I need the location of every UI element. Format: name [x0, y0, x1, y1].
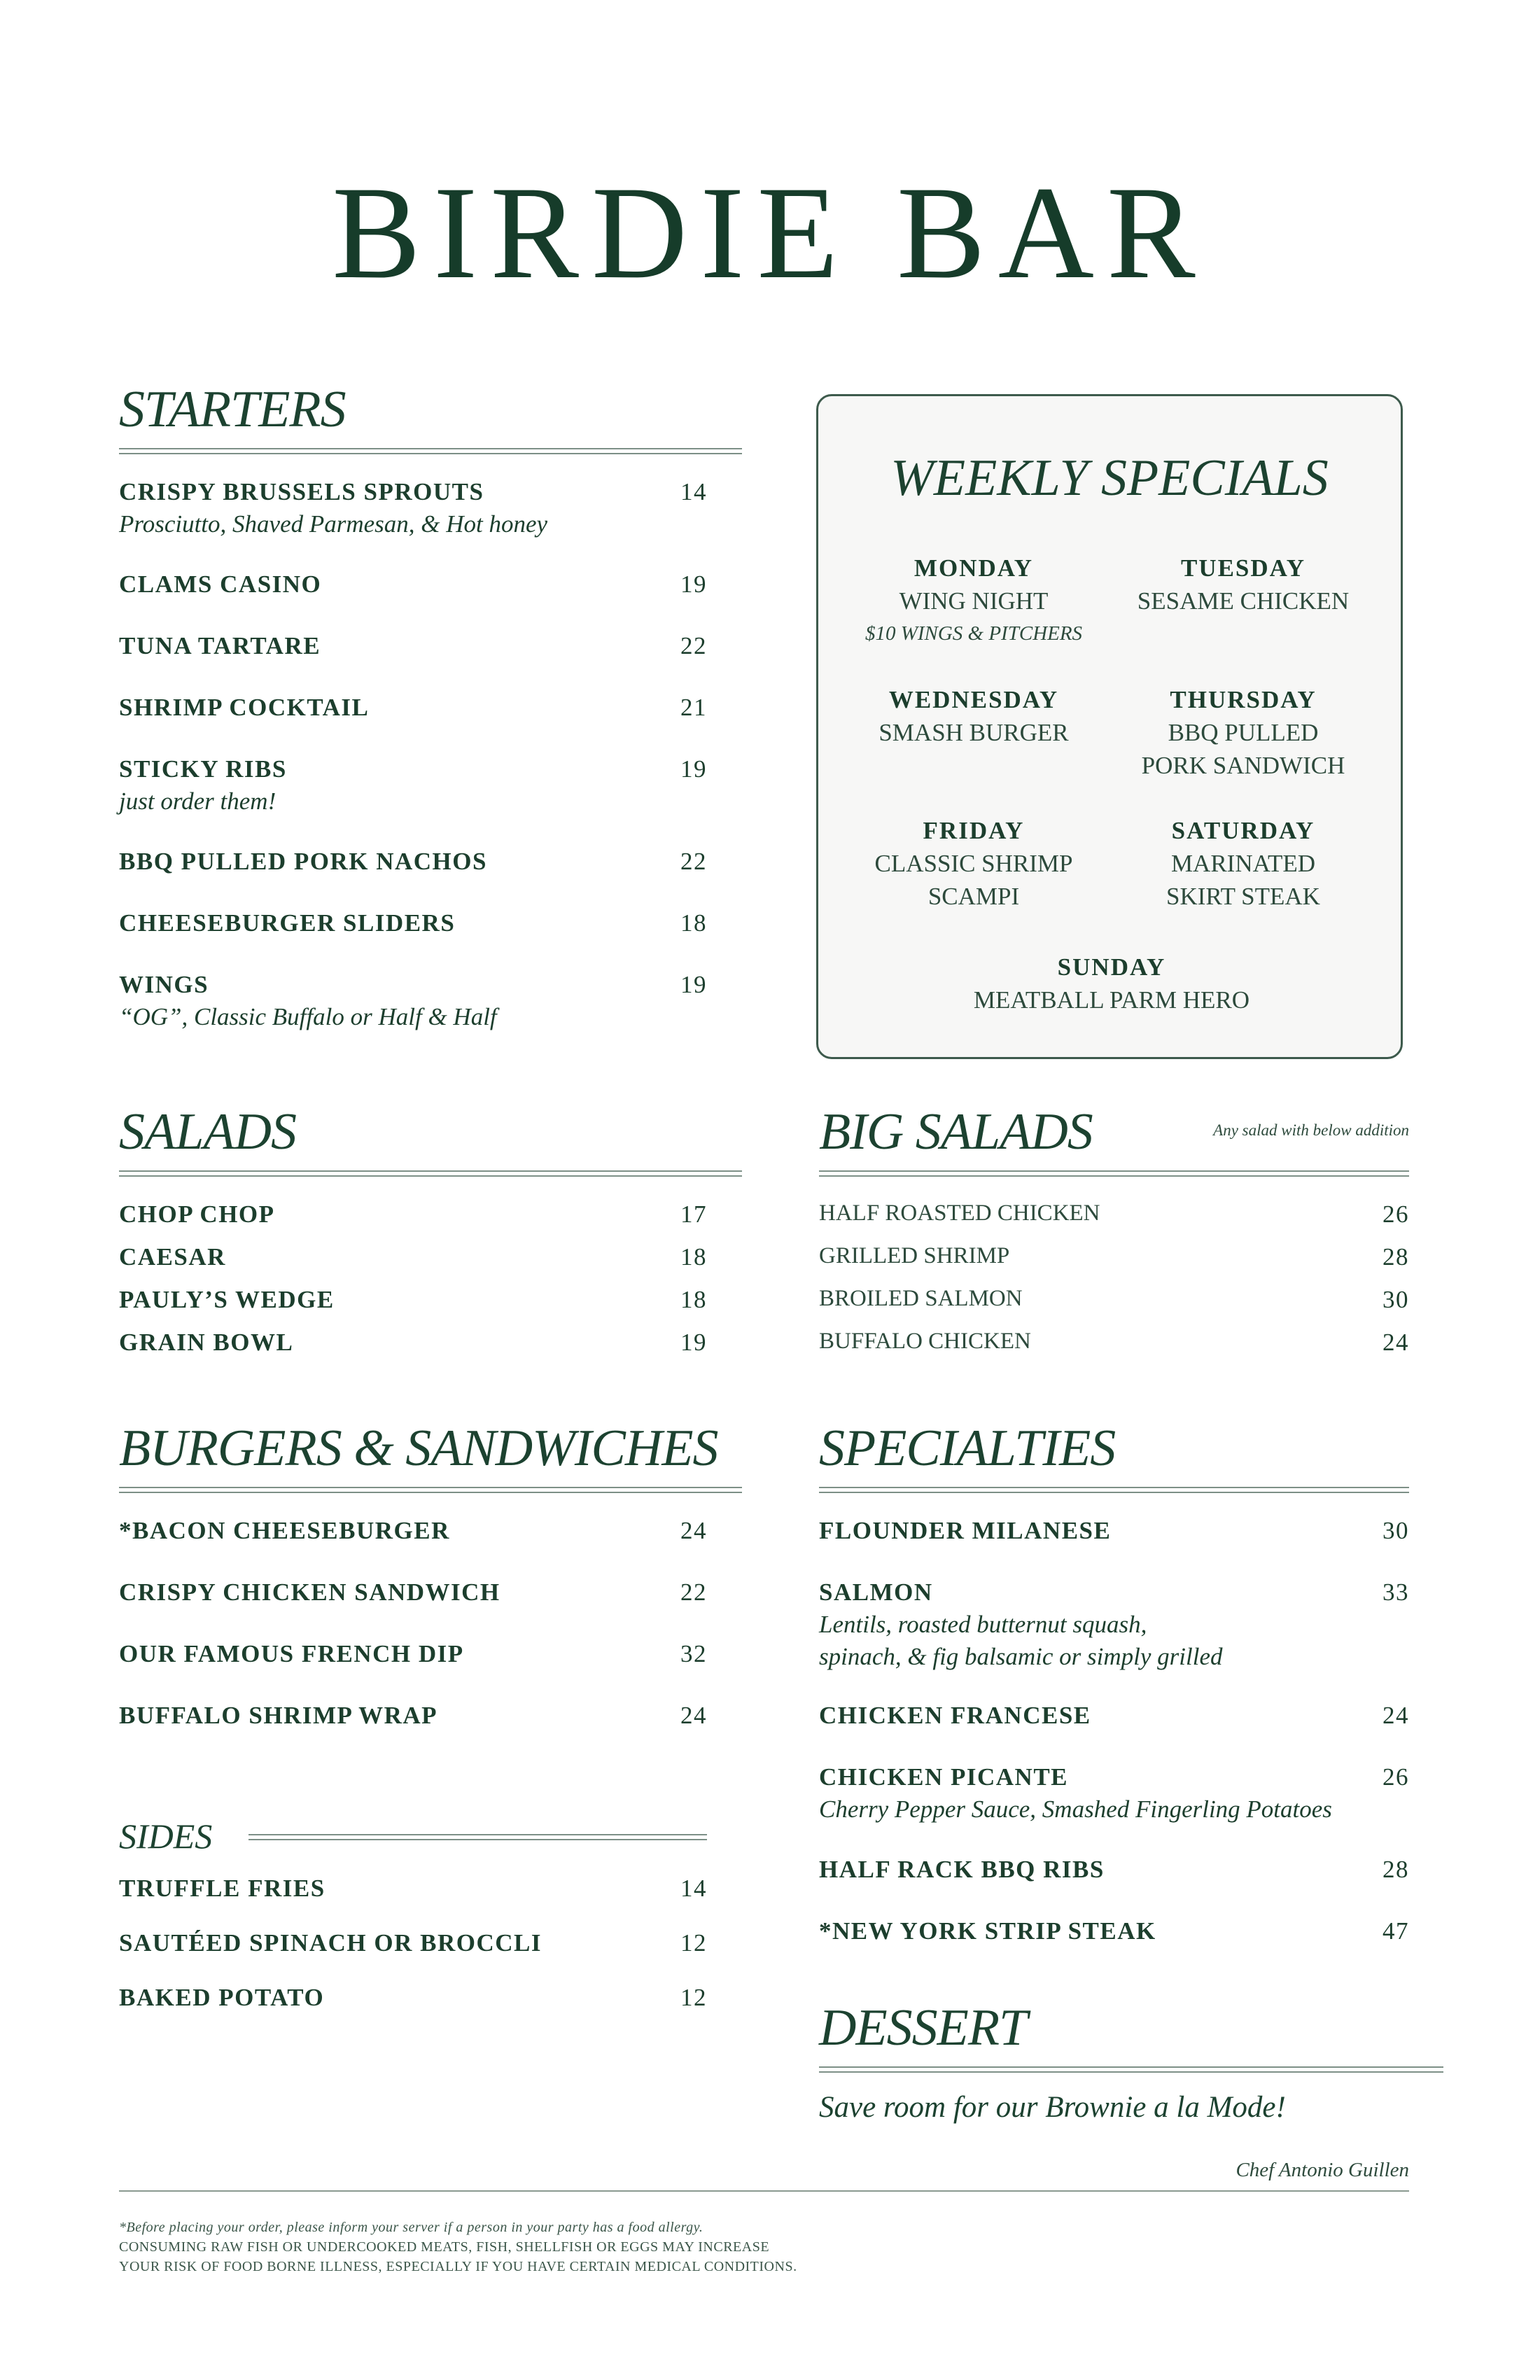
- item-price: 24: [1382, 1702, 1409, 1729]
- item-price: 26: [1382, 1200, 1409, 1228]
- item-description: spinach, & fig balsamic or simply grilled: [819, 1643, 1223, 1670]
- item-price: 28: [1382, 1856, 1409, 1883]
- chef-signature: Chef Antonio Guillen: [1236, 2159, 1409, 2181]
- special-tuesday: [1096, 552, 1390, 617]
- item-price: 18: [680, 909, 707, 937]
- menu-item: [119, 694, 707, 722]
- weekly-specials-box: [816, 394, 1403, 1059]
- big-salads-section: [819, 1103, 1409, 1386]
- item-description: Lentils, roasted butternut squash,: [819, 1611, 1147, 1638]
- item-name: *BACON CHEESEBURGER: [119, 1517, 450, 1544]
- item-price: 22: [680, 632, 707, 659]
- special-sunday: [965, 951, 1259, 1016]
- consumption-warning: CONSUMING RAW FISH OR UNDERCOOKED MEATS, FISH, SHELLFISH OR EGGS MAY INCREASE: [119, 2239, 770, 2255]
- item-name: OUR FAMOUS FRENCH DIP: [119, 1640, 464, 1667]
- day-label: TUESDAY: [1180, 554, 1306, 582]
- item-price: 22: [680, 1578, 707, 1606]
- item-price: 24: [1382, 1329, 1409, 1356]
- item-description: Cherry Pepper Sauce, Smashed Fingerling Potatoes: [819, 1795, 1332, 1823]
- menu-item: [119, 632, 707, 660]
- special-line: PORK SANDWICH: [1141, 752, 1345, 779]
- item-price: 24: [680, 1702, 707, 1729]
- menu-item: [119, 1243, 707, 1271]
- menu-item: [819, 1286, 1409, 1312]
- footer-divider: [119, 2190, 1409, 2192]
- burgers-section: [119, 1422, 742, 1758]
- special-friday: [827, 814, 1121, 913]
- menu-item: [119, 1984, 707, 2012]
- consumption-warning: YOUR RISK OF FOOD BORNE ILLNESS, ESPECIALLY IF YOU HAVE CERTAIN MEDICAL CONDITIONS.: [119, 2259, 797, 2274]
- item-price: 33: [1382, 1578, 1409, 1606]
- footer-disclaimer: [119, 2218, 797, 2276]
- day-label: FRIDAY: [923, 817, 1025, 844]
- special-line: SMASH BURGER: [878, 719, 1069, 746]
- restaurant-title: BIRDIE BAR: [332, 160, 1208, 307]
- item-name: WINGS: [119, 971, 209, 998]
- item-name: SHRIMP COCKTAIL: [119, 694, 370, 721]
- item-price: 14: [680, 1875, 707, 1902]
- specialties-section: [819, 1422, 1409, 1982]
- item-price: 19: [680, 755, 707, 783]
- special-line: SKIRT STEAK: [1166, 883, 1320, 910]
- item-name: TUNA TARTARE: [119, 632, 321, 659]
- item-price: 32: [680, 1640, 707, 1667]
- big-salads-heading: BIG SALADS: [819, 1103, 1093, 1161]
- item-name: STICKY RIBS: [119, 755, 287, 783]
- item-name: GRILLED SHRIMP: [819, 1243, 1010, 1268]
- item-price: 26: [1382, 1763, 1409, 1791]
- menu-item: [119, 1329, 707, 1357]
- item-price: 19: [680, 971, 707, 998]
- item-price: 30: [1382, 1286, 1409, 1313]
- menu-item: [119, 1517, 707, 1545]
- menu-item: [819, 1517, 1409, 1545]
- item-price: 12: [680, 1929, 707, 1956]
- special-line: BBQ PULLED: [1168, 719, 1319, 746]
- special-line: WING NIGHT: [899, 587, 1049, 615]
- menu-item: [119, 1286, 707, 1314]
- special-line: MARINATED: [1170, 850, 1316, 877]
- menu-item: [119, 909, 707, 937]
- menu-item: [819, 1702, 1409, 1730]
- menu-item: [819, 1329, 1409, 1354]
- sides-divider: [248, 1834, 707, 1840]
- menu-item: [119, 570, 707, 598]
- item-name: BBQ PULLED PORK NACHOS: [119, 848, 487, 875]
- menu-item: [819, 1917, 1409, 1945]
- specialties-heading: SPECIALTIES: [819, 1420, 1116, 1477]
- menu-item: [819, 1243, 1409, 1269]
- item-price: 28: [1382, 1243, 1409, 1270]
- menu-item: [119, 478, 707, 538]
- menu-item: [119, 971, 707, 1031]
- menu-item: [819, 1856, 1409, 1884]
- sides-section: [119, 1816, 707, 2029]
- starters-heading: STARTERS: [119, 381, 346, 438]
- day-label: THURSDAY: [1170, 686, 1317, 713]
- item-price: 14: [680, 478, 707, 505]
- burgers-heading: BURGERS & SANDWICHES: [119, 1420, 718, 1477]
- day-label: SATURDAY: [1171, 817, 1315, 844]
- item-name: GRAIN BOWL: [119, 1329, 294, 1356]
- special-note: $10 WINGS & PITCHERS: [864, 622, 1083, 645]
- item-name: CAESAR: [119, 1243, 226, 1270]
- special-saturday: [1096, 814, 1390, 913]
- dessert-section: [819, 1999, 1443, 2128]
- item-price: 24: [680, 1517, 707, 1544]
- specialties-divider: [819, 1487, 1409, 1493]
- item-description: “OG”, Classic Buffalo or Half & Half: [119, 1003, 497, 1030]
- menu-item: [819, 1578, 1409, 1671]
- menu-item: [119, 1640, 707, 1668]
- item-price: 18: [680, 1243, 707, 1270]
- item-name: FLOUNDER MILANESE: [819, 1517, 1112, 1544]
- item-price: 30: [1382, 1517, 1409, 1544]
- special-wednesday: [827, 683, 1121, 749]
- special-line: CLASSIC SHRIMP: [874, 850, 1073, 877]
- item-price: 21: [680, 694, 707, 721]
- item-name: CHOP CHOP: [119, 1200, 275, 1228]
- special-monday: [827, 552, 1121, 650]
- item-name: PAULY’S WEDGE: [119, 1286, 335, 1313]
- big-salads-divider: [819, 1170, 1409, 1177]
- special-line: MEATBALL PARM HERO: [973, 986, 1250, 1014]
- special-thursday: [1096, 683, 1390, 782]
- menu-item: [819, 1200, 1409, 1226]
- item-price: 17: [680, 1200, 707, 1228]
- item-name: CHEESEBURGER SLIDERS: [119, 909, 456, 937]
- item-name: CHICKEN PICANTE: [819, 1763, 1069, 1791]
- sides-heading: SIDES: [119, 1816, 213, 1856]
- menu-item: [119, 755, 707, 816]
- day-label: SUNDAY: [1057, 953, 1166, 981]
- item-name: BUFFALO SHRIMP WRAP: [119, 1702, 438, 1729]
- item-name: HALF ROASTED CHICKEN: [819, 1200, 1100, 1226]
- starters-divider: [119, 448, 742, 454]
- day-label: MONDAY: [913, 554, 1034, 582]
- special-line: SCAMPI: [927, 883, 1020, 910]
- item-name: CHICKEN FRANCESE: [819, 1702, 1091, 1729]
- item-price: 22: [680, 848, 707, 875]
- salads-heading: SALADS: [119, 1103, 296, 1161]
- item-price: 12: [680, 1984, 707, 2011]
- menu-item: [119, 1875, 707, 1903]
- item-name: BROILED SALMON: [819, 1286, 1023, 1311]
- menu-item: [119, 848, 707, 876]
- item-name: CRISPY CHICKEN SANDWICH: [119, 1578, 500, 1606]
- menu-item: [819, 1763, 1409, 1823]
- item-name: SALMON: [819, 1578, 933, 1606]
- menu-item: [119, 1578, 707, 1606]
- dessert-heading: DESSERT: [819, 1999, 1028, 2057]
- special-line: SESAME CHICKEN: [1137, 587, 1350, 615]
- menu-item: [119, 1702, 707, 1730]
- item-name: CRISPY BRUSSELS SPROUTS: [119, 478, 484, 505]
- dessert-divider: [819, 2066, 1443, 2073]
- item-description: just order them!: [119, 788, 276, 815]
- salads-divider: [119, 1170, 742, 1177]
- starters-section: [119, 381, 742, 1056]
- item-price: 19: [680, 570, 707, 598]
- menu-item: [119, 1200, 707, 1228]
- day-label: WEDNESDAY: [888, 686, 1059, 713]
- big-salads-note: Any salad with below addition: [1213, 1121, 1409, 1139]
- dessert-text: Save room for our Brownie a la Mode!: [819, 2091, 1286, 2124]
- salads-section: [119, 1103, 742, 1386]
- item-description: Prosciutto, Shaved Parmesan, & Hot honey: [119, 510, 548, 538]
- item-price: 18: [680, 1286, 707, 1313]
- allergy-notice: *Before placing your order, please inform your server if a person in your party has a food allergy.: [119, 2220, 704, 2235]
- burgers-divider: [119, 1487, 742, 1493]
- item-name: BUFFALO CHICKEN: [819, 1329, 1031, 1354]
- menu-item: [119, 1929, 707, 1957]
- item-name: TRUFFLE FRIES: [119, 1875, 326, 1902]
- item-name: BAKED POTATO: [119, 1984, 325, 2011]
- item-name: CLAMS CASINO: [119, 570, 322, 598]
- item-name: HALF RACK BBQ RIBS: [819, 1856, 1105, 1883]
- item-price: 47: [1382, 1917, 1409, 1945]
- item-price: 19: [680, 1329, 707, 1356]
- item-name: SAUTÉED SPINACH OR BROCCLI: [119, 1929, 542, 1956]
- weekly-specials-heading: WEEKLY SPECIALS: [890, 449, 1329, 507]
- item-name: *NEW YORK STRIP STEAK: [819, 1917, 1156, 1945]
